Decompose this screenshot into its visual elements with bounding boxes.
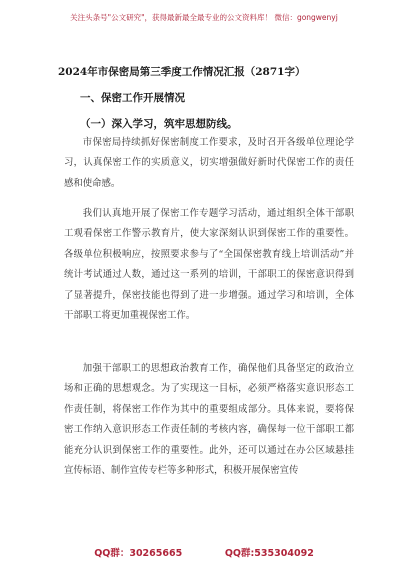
body-paragraph-2: 我们认真地开展了保密工作专题学习活动，通过组织全体干部职工观看保密工作警示教育片，使大家深刻认识到保密工作的重要性。各级单位积极响应，按照要求参与了“全国保密教育线上培训活动”并统计考试通过人数，通过这一系列的培训，干部职工的保密意识得到了显著提升，保密技能也得到了进一步增强。通过学习和培训，全体干部职工将更加重视保密工作。 <box>64 208 354 322</box>
document-title: 2024年市保密局第三季度工作情况汇报（2871字） <box>58 66 306 78</box>
footer-contact <box>0 545 408 559</box>
body-paragraph-1: 市保密局持续抓好保密制度工作要求，及时召开各级单位理论学习，认真保密工作的实质意义，切实增强做好新时代保密工作的责任感和使命感。 <box>64 137 354 189</box>
subsection-heading: （一）深入学习，筑牢思想防线。 <box>80 118 238 130</box>
footer-qq-group-1: QQ群：30265665 <box>94 548 183 559</box>
header-banner: 关注头条号"公文研究"，获得最新最全最专业的公文资料库！ 微信：gongwenyj <box>70 13 338 22</box>
footer-qq-group-2: QQ群:535304092 <box>224 548 314 559</box>
section-heading: 一、保密工作开展情况 <box>80 92 185 104</box>
body-paragraph-3: 加强干部职工的思想政治教育工作，确保他们具备坚定的政治立场和正确的思想观念。为了实现这一目标，必须严格落实意识形态工作责任制，将保密工作作为其中的重要组成部分。具体来说，要将保密工作纳入意识形态工作责任制的考核内容，确保每一位干部职工都能充分认识到保密工作的重要性。此外，还可以通过在办公区域悬挂宣传标语、制作宣传专栏等多种形式，积极开展保密宣传 <box>64 363 354 477</box>
